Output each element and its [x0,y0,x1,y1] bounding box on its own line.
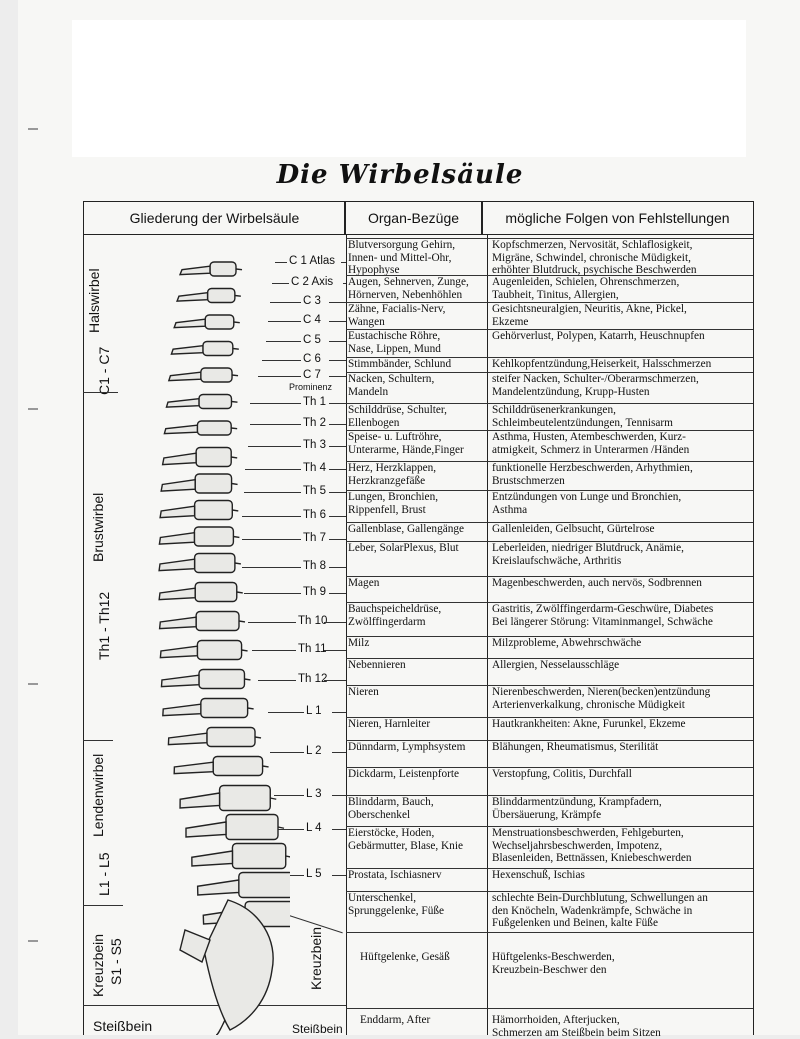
vertebra-shape [199,395,232,409]
vertebra-shape [213,757,262,776]
header-organs: Organ-Bezüge [344,201,483,235]
vertebra-label: Th 12 [298,673,328,685]
steissbein-side-label: Steißbein [292,1022,343,1036]
connector-line [329,516,346,517]
vertebra-shape [235,563,241,564]
vertebra-shape [207,728,255,747]
organ-cell: Milz [348,637,370,649]
column-divider [346,235,347,1035]
connector-line [324,650,346,651]
connector-line [332,712,346,713]
region-brust-label: Brustwirbel [90,492,106,562]
vertebra-shape [205,315,234,329]
connector-line [329,302,346,303]
vertebra-shape [163,704,201,715]
vertebra-shape [161,675,199,686]
vertebra-label: C 7 [303,369,321,381]
vertebra-shape [197,421,231,435]
consequence-cell: Milzprobleme, Abwehrschwäche [492,637,642,649]
vertebra-shape [196,448,231,467]
vertebra-label: C 5 [303,334,321,346]
consequence-cell: funktionelle Herzbeschwerden, Arhythmien, Brustschmerzen [492,462,693,487]
vertebra-shape [248,708,254,709]
organ-cell: Nebennieren [348,659,406,671]
consequence-cell: Menstruationsbeschwerden, Fehlgeburten, Wechseljahrsbeschwerden, Impotenz, Blasenleiden, Bettnässen, Kniebeschwerden [492,827,692,864]
vertebra-label: Prominenz [289,382,333,392]
organ-cell: Bauchspeicheldrüse, Zwölffingerdarm [348,603,442,628]
vertebra-label: C 1 Atlas [289,255,336,267]
organ-cell: Lungen, Bronchien, Rippenfell, Brust [348,491,439,516]
vertebra-label: Th 4 [303,462,327,474]
connector-line [329,376,346,377]
vertebra-shape [160,506,195,517]
organ-cell: Zähne, Facialis-Nerv, Wangen [348,303,446,328]
organ-cell: Herz, Herzklappen, Herzkranzgefäße [348,462,437,487]
consequence-cell: Gesichtsneuralgien, Neuritis, Akne, Pickel, Ekzeme [492,303,687,328]
vertebra-shape [159,588,195,599]
vertebra-shape [174,319,205,327]
row-divider [346,932,753,933]
organ-cell: Speise- u. Luftröhre, Unterarme, Hände,Finger [348,431,464,456]
vertebra-label: L 1 [306,705,322,717]
connector-line [329,567,346,568]
vertebra-shape [216,1020,225,1035]
vertebra-shape [233,349,239,350]
organ-cell: Stimmbänder, Schlund [348,358,452,370]
vertebra-shape [239,621,245,622]
organ-cell: Prostata, Ischiasnerv [348,869,442,881]
vertebra-shape [166,399,199,407]
connector-line [329,360,346,361]
vertebra-shape [232,484,238,485]
organ-cell: Schilddrüse, Schulter, Ellenbogen [348,404,448,429]
connector-line [332,875,346,876]
organ-cell: Dickdarm, Leistenpforte [348,768,460,780]
organ-cell: Blutversorgung Gehirn, Innen- und Mittel-Ohr, Hypophyse [348,239,456,276]
vertebra-label: Th 1 [303,396,327,408]
region-divider [83,392,118,393]
row-divider [346,1008,753,1009]
connector-line [343,283,346,284]
vertebra-shape [194,527,233,546]
region-divider [83,905,123,906]
consequence-cell: steifer Nacken, Schulter-/Oberarmschmerzen, Mandelentzündung, Krupp-Husten [492,373,699,398]
consequence-cell: Gastritis, Zwölffingerdarm-Geschwüre, Diabetes Bei längerer Störung: Vitaminmangel, Schwäche [492,603,714,628]
consequence-cell: Allergien, Nesselausschläge [492,659,620,671]
vertebra-shape [231,402,237,403]
vertebra-shape [226,815,278,840]
vertebra-label: Th 3 [303,439,327,451]
consequence-cell: Entzündungen von Lunge und Bronchien, Asthma [492,491,682,516]
organ-cell: Eustachische Röhre, Nase, Lippen, Mund [348,330,441,355]
vertebra-label: Th 8 [303,560,327,572]
consequence-cell: schlechte Bein-Durchblutung, Schwellungen an den Knöcheln, Wadenkrämpfe, Schwäche in Fußgelenken und Beinen, kalte Füße [492,892,708,929]
region-lenden-label: Lendenwirbel [90,753,106,837]
vertebra-label: L 5 [306,868,322,880]
vertebra-label: Th 2 [303,417,327,429]
consequence-cell: Hautkrankheiten: Akne, Furunkel, Ekzeme [492,718,686,730]
connector-line [329,469,346,470]
region-hals-range: C1 - C7 [96,346,112,395]
connector-line [341,262,346,263]
consequence-cell: Asthma, Husten, Atembeschwerden, Kurz- atmigkeit, Schmerz in Unterarmen /Händen [492,431,690,456]
vertebra-shape [237,592,243,593]
connector-line [329,321,346,322]
left-border [83,235,84,1035]
region-kreuz-range: S1 - S5 [108,938,124,985]
organ-cell: Enddarm, After [360,1014,431,1026]
vertebra-shape [169,372,201,380]
vertebra-shape [263,766,269,767]
vertebra-label: C 4 [303,314,321,326]
connector-line [324,622,346,623]
connector-line [332,752,346,753]
vertebra-shape [278,827,284,828]
vertebra-shape [234,322,240,323]
vertebra-shape [164,425,197,433]
organ-cell: Augen, Sehnerven, Zunge, Hörnerven, Nebenhöhlen [348,276,469,301]
vertebra-shape [244,679,250,680]
vertebra-shape [220,786,271,811]
consequence-cell: Kehlkopfentzündung,Heiserkeit, Halsschmerzen [492,358,712,370]
vertebra-shape [168,733,207,744]
organ-cell: Unterschenkel, Sprunggelenke, Füße [348,892,445,917]
vertebra-shape [235,296,241,297]
vertebra-shape [233,537,239,538]
region-lenden-range: L1 - L5 [96,852,112,896]
organ-cell: Nieren [348,686,379,698]
vertebra-shape [198,880,239,895]
vertebra-shape [208,289,235,303]
vertebra-shape [236,269,242,270]
connector-line [332,829,346,830]
vertebra-label: Th 6 [303,509,327,521]
vertebra-label: Th 5 [303,485,327,497]
vertebra-shape [196,612,239,631]
redacted-area [72,20,746,157]
consequence-cell: Hämorrhoiden, Afterjucken, Schmerzen am Steißbein beim Sitzen [492,1014,661,1039]
connector-line [329,492,346,493]
vertebra-shape [231,428,237,429]
connector-line [329,424,346,425]
consequence-cell: Magenbeschwerden, auch nervös, Sodbrennen [492,577,702,589]
connector-line [329,539,346,540]
vertebra-shape [195,583,237,602]
consequence-cell: Blähungen, Rheumatismus, Sterilität [492,741,659,753]
consequence-cell: Kopfschmerzen, Nervosität, Schlaflosigkeit, Migräne, Schwindel, chronische Müdigkeit, erhöhter Blutdruck, psychische Beschwerden [492,239,697,276]
region-divider [83,740,113,741]
vertebra-label: C 3 [303,295,321,307]
vertebra-shape [161,480,195,491]
punch-mark [28,683,38,685]
consequence-cell: Leberleiden, niedriger Blutdruck, Anämie, Kreislaufschwäche, Arthritis [492,542,684,567]
organ-cell: Nacken, Schultern, Mandeln [348,373,435,398]
connector-line [329,593,346,594]
consequence-cell: Hexenschuß, Ischias [492,869,585,881]
vertebra-label: Th 7 [303,532,327,544]
consequence-cell: Nierenbeschwerden, Nieren(becken)entzündung Arterienverkalkung, chronische Müdigkeit [492,686,711,711]
consequence-cell: Gehörverlust, Polypen, Katarrh, Heuschnupfen [492,330,705,342]
header-consequences: mögliche Folgen von Fehlstellungen [481,201,754,235]
vertebra-shape [270,798,276,799]
vertebra-shape [232,375,238,376]
connector-line [329,446,346,447]
vertebra-shape [160,617,197,628]
vertebra-shape [163,453,197,464]
connector-line [329,403,346,404]
vertebra-shape [159,559,195,570]
punch-mark [28,940,38,942]
vertebra-label: L 3 [306,788,322,800]
header-structure: Gliederung der Wirbelsäule [83,201,346,235]
punch-mark [28,408,38,410]
vertebra-shape [239,873,290,898]
vertebra-shape [201,699,248,718]
vertebra-shape [242,650,248,651]
kreuzbein-side-label: Kreuzbein [308,926,324,990]
connector-line [329,341,346,342]
organ-cell: Leber, SolarPlexus, Blut [348,542,459,554]
vertebra-label: L 4 [306,822,322,834]
vertebra-shape [210,262,236,276]
vertebra-shape [203,342,233,356]
vertebra-shape [180,266,210,274]
vertebra-label: C 2 Axis [291,276,334,288]
consequence-cell: Verstopfung, Colitis, Durchfall [492,768,632,780]
page-title: Die Wirbelsäule [276,160,524,190]
organ-cell: Blinddarm, Bauch, Oberschenkel [348,796,434,821]
vertebra-label: C 6 [303,353,321,365]
vertebra-label: Th 9 [303,586,327,598]
vertebra-shape [195,554,235,573]
vertebra-shape [195,501,233,520]
region-brust-range: Th1 - Th12 [96,591,112,660]
vertebra-shape [201,368,232,382]
vertebra-label: Th 10 [298,615,328,627]
vertebra-shape [171,346,203,354]
region-kreuz-label: Kreuzbein [90,933,106,997]
connector-line [332,795,346,796]
vertebra-shape [199,670,245,689]
organ-cell: Hüftgelenke, Gesäß [360,951,450,963]
vertebra-shape [186,822,226,837]
vertebra-shape [180,793,220,808]
vertebra-shape [231,457,237,458]
vertebra-label: L 2 [306,745,322,757]
vertebra-shape [159,533,194,544]
vertebra-shape [160,646,197,657]
region-steiss-label: Steißbein [93,1018,153,1034]
spine-illustration [140,250,290,1035]
consequence-cell: Hüftgelenks-Beschwerden, Kreuzbein-Beschwer den [492,951,615,976]
consequence-cell: Gallenleiden, Gelbsucht, Gürtelrose [492,523,655,535]
vertebra-shape [232,510,238,511]
vertebra-shape [255,737,261,738]
vertebra-shape [174,762,213,773]
vertebra-shape [232,844,285,869]
organ-cell: Nieren, Harnleiter [348,718,431,730]
vertebra-shape [197,641,241,660]
consequence-cell: Blinddarmentzündung, Krampfadern, Übersäuerung, Krämpfe [492,796,662,821]
organ-cell: Dünndarm, Lymphsystem [348,741,466,753]
punch-mark [28,128,38,130]
organ-cell: Gallenblase, Gallengänge [348,523,465,535]
vertebra-shape [192,851,233,866]
consequence-cell: Augenleiden, Schielen, Ohrenschmerzen, Taubheit, Tinitus, Allergien, [492,276,680,301]
connector-line [324,680,346,681]
vertebra-shape [195,474,231,493]
vertebra-shape [177,293,208,301]
consequence-cell: Schilddrüsenerkrankungen, Schleimbeutelentzündungen, Tennisarm [492,404,673,429]
region-hals-label: Halswirbel [86,268,102,333]
organ-cell: Magen [348,577,380,589]
organ-cell: Eierstöcke, Hoden, Gebärmutter, Blase, Knie [348,827,463,852]
vertebra-label: Th 11 [298,643,327,655]
